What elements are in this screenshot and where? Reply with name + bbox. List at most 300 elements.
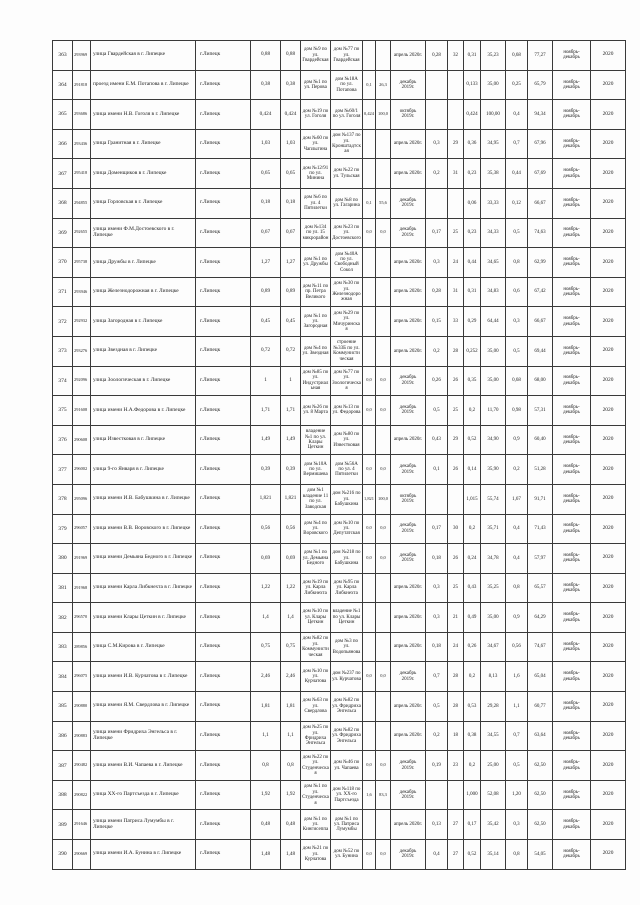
year-cell	[591, 633, 626, 663]
percent-e: 55,74	[487, 496, 499, 502]
percent-e: 100,00	[486, 111, 500, 117]
length-section-cell	[281, 515, 301, 545]
value-e: 0,23	[467, 230, 477, 236]
value-f-cell	[506, 367, 528, 397]
period: ноябрь-декабрь	[563, 434, 580, 446]
street-name-cell	[91, 41, 196, 71]
street-name-cell	[91, 574, 196, 604]
period: ноябрь-декабрь	[563, 227, 580, 238]
object-code-cell	[73, 396, 91, 426]
value-e: 0,52	[467, 851, 477, 857]
percent-e: 34,65	[487, 259, 499, 265]
percent-f-cell	[528, 130, 553, 160]
value-f: 0,9	[513, 614, 520, 620]
value-e: 0,2	[468, 526, 476, 532]
end-point-cell	[331, 840, 363, 870]
value-a-cell	[363, 396, 376, 426]
locality-cell	[196, 781, 251, 811]
end-point-cell	[331, 307, 363, 337]
locality-cell	[196, 189, 251, 219]
percent-e-cell	[481, 248, 506, 278]
year-cell	[591, 781, 626, 811]
end-point-cell	[331, 159, 363, 189]
value-e-cell	[464, 515, 481, 545]
value-f-cell	[506, 751, 528, 781]
period-cell	[553, 810, 591, 840]
value-e-cell	[464, 633, 481, 663]
survey-date-cell	[391, 485, 426, 515]
end-point-cell	[331, 781, 363, 811]
percent-f: 57,31	[534, 407, 546, 413]
value-f-cell	[506, 574, 528, 604]
row-number: 376	[58, 437, 67, 443]
locality: г.Липецк	[200, 584, 221, 591]
length-total-cell	[251, 455, 281, 485]
survey-date-cell	[391, 71, 426, 101]
locality-cell	[196, 41, 251, 71]
survey-date: апрель 2020г.	[393, 437, 423, 443]
percent-f: 67,69	[534, 170, 546, 176]
start-point: дом №1 владение 11 по ул. Заводская	[302, 488, 329, 510]
period-cell	[553, 396, 591, 426]
percent-e-cell	[481, 159, 506, 189]
survey-date-cell	[391, 367, 426, 397]
length-section-cell	[281, 41, 301, 71]
row-number: 369	[58, 229, 67, 236]
locality: г.Липецк	[200, 672, 221, 679]
locality-cell	[196, 307, 251, 337]
value-d: 31	[453, 170, 458, 176]
row-number-cell	[53, 159, 73, 189]
value-d-cell	[448, 41, 464, 71]
length-total-cell	[251, 367, 281, 397]
value-f: 0,7	[513, 733, 520, 739]
value-f: 1,20	[512, 792, 521, 798]
length-total-cell	[251, 485, 281, 515]
survey-date: апрель 2020г.	[393, 733, 423, 739]
locality-cell	[196, 367, 251, 397]
value-a-cell	[363, 367, 376, 397]
percent-e: 34,90	[487, 437, 499, 443]
length-total: 0,39	[260, 465, 271, 472]
value-d: 29	[453, 437, 458, 443]
street-name-cell	[91, 485, 196, 515]
percent-e-cell	[481, 367, 506, 397]
value-e-cell	[464, 307, 481, 337]
street-name: проезд имени Е.М. Потапова в г. Липецке	[93, 80, 189, 87]
value-d: 32	[453, 52, 458, 58]
start-point-cell	[301, 662, 331, 692]
year-cell	[591, 544, 626, 574]
period-cell	[553, 662, 591, 692]
percent-e: 34,55	[487, 733, 499, 739]
value-e: 0,29	[467, 318, 477, 324]
row-number: 365	[58, 111, 67, 118]
value-e-cell	[464, 810, 481, 840]
value-e-cell	[464, 692, 481, 722]
object-code-cell	[73, 189, 91, 219]
survey-date: апрель 2020г.	[393, 318, 423, 324]
percent-e: 33,33	[487, 200, 499, 206]
value-c-cell	[426, 426, 448, 456]
object-code: 289856	[74, 643, 88, 649]
object-code: 296570	[74, 614, 88, 620]
end-point-cell	[331, 71, 363, 101]
end-point: дом №80 по ул. Известковая	[333, 431, 360, 448]
length-section-cell	[281, 722, 301, 752]
start-point: дом №1 по ул. Перова	[303, 79, 328, 90]
length-section: 0,45	[285, 317, 296, 324]
locality: г.Липецк	[200, 820, 221, 827]
value-c-cell	[426, 396, 448, 426]
start-point: дом №82 по ул. Коммунистическая	[302, 636, 329, 658]
start-point: дом №9 по ул. Гвардейская	[302, 47, 329, 63]
street-name-cell	[91, 662, 196, 692]
value-e: 0,424	[466, 111, 478, 117]
year-cell	[591, 396, 626, 426]
locality: г.Липецк	[200, 288, 221, 295]
length-section: 1,81	[285, 702, 296, 709]
year-cell	[591, 722, 626, 752]
percent-e-cell	[481, 219, 506, 249]
percent-e-cell	[481, 840, 506, 870]
period: ноябрь-декабрь	[563, 138, 580, 150]
year-cell	[591, 248, 626, 278]
value-b-cell	[376, 426, 391, 456]
length-section: 0,56	[285, 524, 296, 531]
percent-e: 52,08	[487, 792, 499, 798]
row-number: 388	[58, 792, 67, 799]
end-point-cell	[331, 515, 363, 545]
row-number-cell	[53, 781, 73, 811]
value-b-cell	[376, 810, 391, 840]
end-point-cell	[331, 751, 363, 781]
value-e-cell	[464, 100, 481, 130]
start-point-cell	[301, 367, 331, 397]
percent-f-cell	[528, 71, 553, 101]
row-number: 368	[58, 200, 67, 207]
start-point-cell	[301, 574, 331, 604]
year: 2020	[602, 199, 614, 206]
street-name-cell	[91, 396, 196, 426]
value-c-cell	[426, 130, 448, 160]
value-f: 0,8	[513, 585, 520, 591]
object-code-cell	[73, 130, 91, 160]
end-point: дом №30 по ул. Железнодорожная	[332, 281, 361, 303]
percent-e-cell	[481, 71, 506, 101]
value-b-cell	[376, 367, 391, 397]
percent-f-cell	[528, 544, 553, 574]
value-f-cell	[506, 485, 528, 515]
start-point-cell	[301, 692, 331, 722]
end-point: дом №82 по ул. Фридриха Энгельса	[332, 727, 361, 744]
percent-f-cell	[528, 219, 553, 249]
value-b-cell	[376, 159, 391, 189]
row-number-cell	[53, 189, 73, 219]
value-f: 0,8	[513, 259, 520, 265]
period: ноябрь-декабрь	[563, 375, 580, 386]
value-a: 1,6	[366, 791, 372, 797]
object-code-cell	[73, 278, 91, 308]
percent-f: 65,04	[534, 674, 546, 680]
object-code: 291969	[74, 555, 88, 561]
period-cell	[553, 455, 591, 485]
percent-e-cell	[481, 692, 506, 722]
start-point-cell	[301, 603, 331, 633]
end-point-cell	[331, 426, 363, 456]
value-c-cell	[426, 810, 448, 840]
value-d: 25	[453, 230, 458, 236]
percent-e-cell	[481, 544, 506, 574]
end-point-cell	[331, 544, 363, 574]
percent-e-cell	[481, 337, 506, 367]
length-section-cell	[281, 544, 301, 574]
value-d-cell	[448, 278, 464, 308]
period-cell	[553, 100, 591, 130]
year: 2020	[602, 436, 614, 443]
row-number-cell	[53, 219, 73, 249]
value-d: 26	[453, 378, 458, 384]
end-point: дом №95 по ул. Карла Либкнехта	[333, 579, 360, 596]
value-b-cell	[376, 692, 391, 722]
locality: г.Липецк	[200, 850, 221, 857]
period: ноябрь-декабрь	[563, 641, 580, 653]
length-total: 1,92	[260, 791, 271, 798]
object-code-cell	[73, 248, 91, 278]
year: 2020	[602, 140, 614, 147]
length-total-cell	[251, 159, 281, 189]
street-name: улица имени Патриса Лумумбы в г. Липецке	[93, 817, 174, 830]
value-b-cell	[376, 130, 391, 160]
length-total-cell	[251, 278, 281, 308]
end-point: дом №10 по ул. Депутатская	[333, 520, 360, 537]
percent-f: 62,50	[534, 792, 546, 798]
locality-cell	[196, 130, 251, 160]
year: 2020	[602, 258, 614, 265]
end-point-cell	[331, 722, 363, 752]
row-number: 387	[58, 762, 67, 769]
value-b-cell	[376, 41, 391, 71]
value-c: 0,5	[433, 407, 440, 413]
percent-f: 71,43	[534, 526, 546, 532]
survey-date-cell	[391, 633, 426, 663]
survey-date-cell	[391, 722, 426, 752]
object-code: 292932	[74, 318, 88, 324]
value-a-cell	[363, 633, 376, 663]
survey-date: декабрь 2019г.	[399, 197, 417, 209]
value-b: 0,0	[380, 229, 386, 235]
street-name-cell	[91, 159, 196, 189]
value-e: 0,49	[467, 614, 477, 620]
year: 2020	[602, 288, 614, 295]
length-section-cell	[281, 307, 301, 337]
year: 2020	[602, 554, 614, 561]
start-point-cell	[301, 781, 331, 811]
value-d-cell	[448, 810, 464, 840]
start-point: дом №63 по ул. Свердлова	[302, 698, 329, 715]
row-number: 385	[58, 703, 67, 710]
period: ноябрь-декабрь	[563, 700, 580, 712]
survey-date-cell	[391, 455, 426, 485]
period-cell	[553, 71, 591, 101]
row-number: 383	[58, 644, 67, 651]
percent-f: 64,29	[534, 614, 546, 620]
value-a: 0,0	[366, 555, 372, 561]
object-code: 291646	[74, 821, 88, 827]
value-a: 0,0	[366, 673, 372, 679]
percent-e-cell	[481, 455, 506, 485]
value-e-cell	[464, 248, 481, 278]
value-a-cell	[363, 307, 376, 337]
locality: г.Липецк	[200, 258, 221, 265]
start-point: дом №19 по ул. Гоголя	[302, 109, 329, 120]
percent-e: 34,83	[487, 289, 499, 295]
street-name: улица имени Н.В. Гоголя в г. Липецке	[93, 110, 180, 117]
length-section-cell	[281, 189, 301, 219]
value-d: 33	[453, 318, 458, 324]
end-point: дом №8 по ул. Гагарина	[333, 197, 360, 209]
start-point: дом №26 по ул. 8 Марта	[302, 405, 329, 416]
length-section: 0,88	[285, 51, 296, 58]
length-total: 0,88	[260, 51, 271, 58]
value-b-cell	[376, 722, 391, 752]
length-section-cell	[281, 278, 301, 308]
value-e: 1,000	[466, 792, 478, 798]
object-code-cell	[73, 751, 91, 781]
percent-f-cell	[528, 455, 553, 485]
length-total-cell	[251, 662, 281, 692]
end-point: дом №46 по ул. Чапаева	[333, 760, 360, 771]
value-e-cell	[464, 41, 481, 71]
survey-date-cell	[391, 781, 426, 811]
start-point: дом №6 по ул. 4 Пятилетки	[303, 195, 328, 211]
value-e: 0,26	[467, 644, 477, 650]
value-f-cell	[506, 396, 528, 426]
start-point: дом №19 по ул. Карла Либкнехта	[302, 579, 329, 596]
survey-date: декабрь 2019г.	[399, 375, 417, 386]
value-f: 0,5	[513, 762, 520, 768]
survey-date: апрель 2020г.	[393, 644, 423, 650]
object-code-cell	[73, 41, 91, 71]
start-point: дом №12/91 по ул. Минина	[302, 165, 329, 182]
value-b: 26,3	[379, 81, 387, 87]
value-c: 0,19	[432, 762, 441, 768]
object-code-cell	[73, 219, 91, 249]
end-point: дом №218 по ул. Бабушкина	[332, 550, 361, 567]
value-c-cell	[426, 544, 448, 574]
percent-f: 62,50	[534, 762, 546, 768]
locality: г.Липецк	[200, 140, 221, 147]
value-e: 0,133	[466, 82, 478, 88]
start-point-cell	[301, 219, 331, 249]
length-total: 0,38	[260, 81, 271, 88]
end-point: строение №33Б по ул. Коммунистическая	[333, 340, 360, 362]
value-b: 0,0	[380, 407, 386, 413]
value-f: 0,68	[512, 52, 521, 58]
row-number-cell	[53, 515, 73, 545]
value-f-cell	[506, 189, 528, 219]
value-b-cell	[376, 751, 391, 781]
value-e: 0,2	[468, 674, 476, 680]
value-d: 28	[453, 348, 458, 354]
percent-e-cell	[481, 515, 506, 545]
start-point-cell	[301, 307, 331, 337]
survey-date: апрель 2020г.	[393, 259, 423, 265]
value-d-cell	[448, 426, 464, 456]
survey-date-cell	[391, 692, 426, 722]
length-section-cell	[281, 633, 301, 663]
percent-e-cell	[481, 278, 506, 308]
value-f-cell	[506, 278, 528, 308]
value-d: 26	[453, 466, 458, 472]
end-point-cell	[331, 603, 363, 633]
value-d-cell	[448, 515, 464, 545]
length-total: 1,48	[260, 850, 271, 857]
locality-cell	[196, 71, 251, 101]
street-name-cell	[91, 751, 196, 781]
start-point: дом №10 по ул. Клары Цеткин	[302, 609, 329, 626]
percent-f: 67,42	[534, 289, 546, 295]
value-a-cell	[363, 278, 376, 308]
street-name: улица имени Клары Цеткин в г. Липецке	[93, 613, 186, 620]
row-number: 379	[58, 525, 67, 532]
row-number-cell	[53, 71, 73, 101]
value-c-cell	[426, 337, 448, 367]
survey-date: декабрь 2019г.	[399, 523, 417, 534]
locality: г.Липецк	[200, 169, 221, 176]
period: ноябрь-декабрь	[563, 789, 580, 801]
value-d: 24	[453, 259, 458, 265]
value-a-cell	[363, 100, 376, 130]
value-c: 0,1	[433, 466, 440, 472]
locality: г.Липецк	[200, 347, 221, 354]
percent-e-cell	[481, 396, 506, 426]
percent-f-cell	[528, 633, 553, 663]
length-section: 0,75	[285, 643, 296, 650]
street-name: улица Доменщиков в г. Липецке	[93, 169, 167, 176]
period-cell	[553, 840, 591, 870]
value-a: 0,424	[364, 111, 374, 117]
year: 2020	[602, 820, 614, 827]
value-e: 0,252	[466, 348, 478, 354]
length-total: 0,72	[260, 347, 271, 354]
value-a-cell	[363, 130, 376, 160]
period-cell	[553, 130, 591, 160]
percent-e-cell	[481, 41, 506, 71]
percent-e-cell	[481, 751, 506, 781]
value-d: 26	[453, 555, 458, 561]
value-b-cell	[376, 337, 391, 367]
length-section-cell	[281, 485, 301, 515]
object-code-cell	[73, 722, 91, 752]
street-name: улица имени В.И. Чапаева в г. Липецке	[93, 761, 183, 768]
percent-e-cell	[481, 574, 506, 604]
year-cell	[591, 41, 626, 71]
row-number-cell	[53, 574, 73, 604]
length-total: 0,45	[260, 317, 271, 324]
value-a-cell	[363, 426, 376, 456]
end-point-cell	[331, 633, 363, 663]
percent-e: 64,44	[487, 318, 499, 324]
row-number: 382	[58, 614, 67, 621]
end-point: дом №23 по ул. Достоевского	[332, 224, 361, 241]
start-point-cell	[301, 130, 331, 160]
object-code: 290482	[74, 762, 88, 768]
row-number-cell	[53, 692, 73, 722]
street-name-cell	[91, 248, 196, 278]
value-d: 23	[453, 762, 458, 768]
year: 2020	[602, 465, 614, 472]
